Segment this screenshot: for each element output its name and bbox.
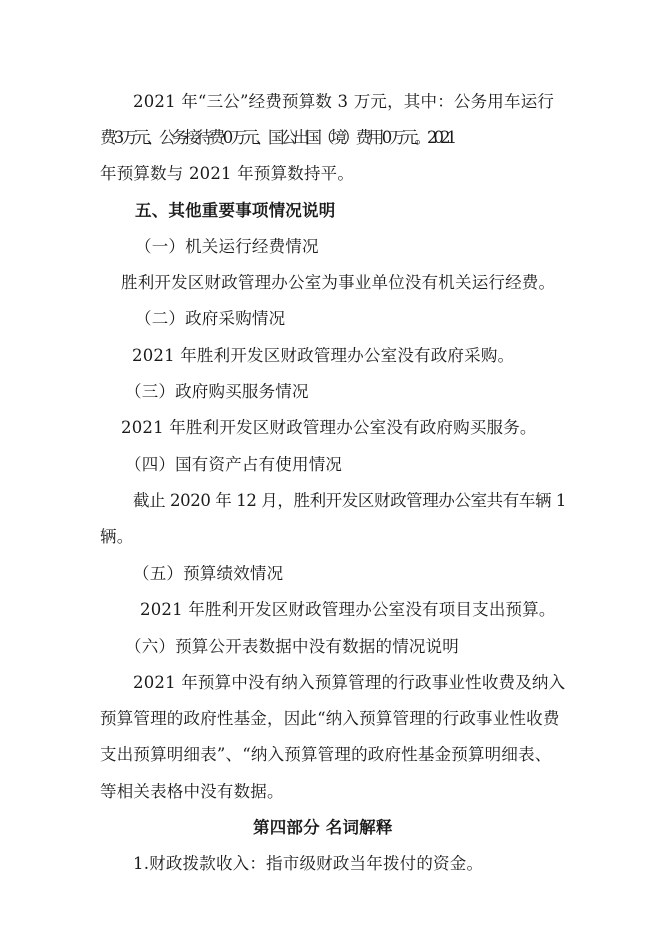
paragraph-1-line-2: 费 3 万元、公务接待费 0 万元、国公出国（境）费用 0 万元。2021: [100, 128, 453, 147]
sub-4-text-line-1: 截止 2020 年 12 月，胜利开发区财政管理办公室共有车辆 1: [133, 491, 567, 510]
sub-1-heading: （一）机关运行经费情况: [135, 237, 319, 256]
definition-1: 1.财政拨款收入：指市级财政当年拨付的资金。: [133, 854, 484, 873]
sub-3-heading: （三）政府购买服务情况: [125, 382, 309, 401]
sub-4-heading: （四）国有资产占有使用情况: [125, 455, 343, 474]
paragraph-1-line-1: 2021 年“三公”经费预算数 3 万元，其中：公务用车运行: [133, 92, 555, 111]
sub-5-text: 2021 年胜利开发区财政管理办公室没有项目支出预算。: [140, 600, 556, 619]
sub-6-text-line-4: 等相关表格中没有数据。: [100, 782, 284, 801]
section-5-heading: 五、其他重要事项情况说明: [135, 201, 336, 220]
paragraph-1-line-3: 年预算数与 2021 年预算数持平。: [100, 164, 355, 183]
sub-6-text-line-3: 支出预算明细表”、“纳入预算管理的政府性基金预算明细表、: [100, 745, 552, 764]
sub-1-text: 胜利开发区财政管理办公室为事业单位没有机关运行经费。: [121, 273, 556, 292]
sub-6-text-line-1: 2021 年预算中没有纳入预算管理的行政事业性收费及纳入: [133, 673, 566, 692]
sub-3-text: 2021 年胜利开发区财政管理办公室没有政府购买服务。: [121, 418, 537, 437]
sub-2-heading: （二）政府采购情况: [135, 309, 286, 328]
sub-6-text-line-2: 预算管理的政府性基金，因此“纳入预算管理的行政事业性收费: [100, 709, 560, 728]
part-4-heading: 第四部分 名词解释: [253, 818, 393, 837]
sub-2-text: 2021 年胜利开发区财政管理办公室没有政府采购。: [132, 346, 515, 365]
sub-4-text-line-2: 辆。: [100, 527, 134, 546]
sub-6-heading: （六）预算公开表数据中没有数据的情况说明: [125, 637, 459, 656]
sub-5-heading: （五）预算绩效情况: [133, 564, 284, 583]
